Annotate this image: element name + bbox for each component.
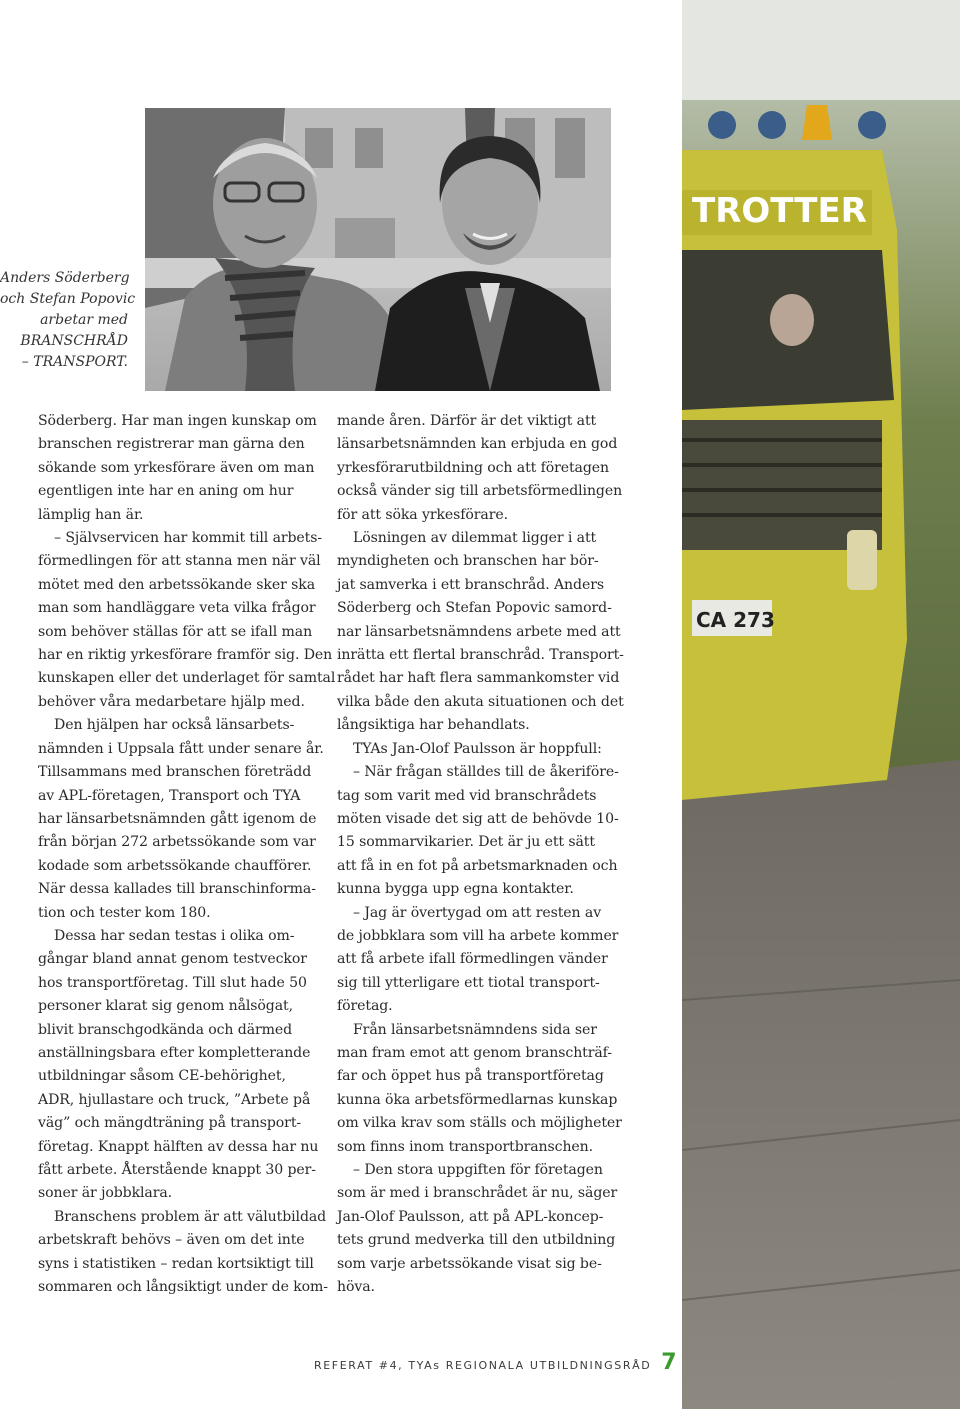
text-line: som varje arbetssökande visat sig be- <box>337 1255 602 1272</box>
text-line: 15 sommarvikarier. Det är ju ett sätt <box>337 834 595 851</box>
text-line: – Jag är övertygad om att resten av <box>353 904 602 921</box>
text-line: Jan-Olof Paulsson, att på APL-koncep- <box>337 1208 604 1225</box>
text-line: har en riktig yrkesförare framför sig. Den <box>38 647 333 664</box>
text-line: kunskapen eller det underlaget för samtal <box>38 670 336 687</box>
text-line: Den hjälpen har också länsarbets- <box>54 717 295 734</box>
text-line: långsiktiga har behandlats. <box>337 717 530 734</box>
text-line: för att söka yrkesförare. <box>337 506 508 523</box>
text-line: man fram emot att genom branschträf- <box>337 1044 612 1061</box>
text-line: från början 272 arbetssökande som var <box>38 834 316 851</box>
text-line: om vilka krav som ställs och möjligheter <box>337 1115 622 1132</box>
text-line: far och öppet hus på transportföretag <box>337 1068 604 1085</box>
text-line: – Den stora uppgiften för företagen <box>353 1162 603 1178</box>
text-line: Dessa har sedan testas i olika om- <box>54 927 295 944</box>
body-column-left <box>38 410 336 1299</box>
text-line: tion och tester kom 180. <box>38 904 211 921</box>
text-line: av APL-företagen, Transport och TYA <box>38 787 301 804</box>
text-line: branschen registrerar man gärna den <box>38 436 305 453</box>
text-line: gångar bland annat genom testveckor <box>38 951 307 968</box>
text-line: När dessa kallades till branschinforma- <box>38 881 316 898</box>
text-line: sommaren och långsiktigt under de kom- <box>38 1279 328 1296</box>
text-line: blivit branschgodkända och därmed <box>38 1021 293 1038</box>
text-line: Söderberg och Stefan Popovic samord- <box>337 600 612 617</box>
page-number: 7 <box>661 1350 677 1375</box>
text-line: de jobbklara som vill ha arbete kommer <box>337 927 619 944</box>
text-line: Söderberg. Har man ingen kunskap om <box>38 413 317 429</box>
text-line: – Självservicen har kommit till arbets- <box>54 530 323 547</box>
text-line: syns i statistiken – redan kortsiktigt till <box>38 1255 314 1272</box>
caption-line: – TRANSPORT. <box>21 354 128 370</box>
footer-label: REFERAT #4, TYAs REGIONALA UTBILDNINGSRÅD <box>314 1359 652 1372</box>
text-line: kodade som arbetssökande chaufförer. <box>38 857 312 874</box>
caption-line: BRANSCHRÅD <box>20 333 128 349</box>
text-line: Branschens problem är att välutbildad <box>54 1208 327 1225</box>
text-line: länsarbetsnämnden kan erbjuda en god <box>337 436 618 453</box>
text-line: att få in en fot på arbetsmarknaden och <box>337 857 618 874</box>
text-line: väg” och mängdträning på transport- <box>38 1115 302 1132</box>
caption-line: och Stefan Popovic <box>0 291 136 307</box>
text-line: Lösningen av dilemmat ligger i att <box>353 530 597 547</box>
truck-brand-text: TROTTER <box>692 191 867 231</box>
text-line: har länsarbetsnämnden gått igenom de <box>38 810 317 827</box>
text-line: tets grund medverka till den utbildning <box>337 1232 616 1249</box>
text-line: vilka både den akuta situationen och det <box>337 693 624 710</box>
text-line: höva. <box>337 1279 375 1296</box>
body-column-right <box>337 410 624 1299</box>
text-line: fått arbete. Återstående knappt 30 per- <box>38 1162 316 1178</box>
text-line: möten visade det sig att de behövde 10- <box>337 810 619 827</box>
text-line: inrätta ett flertal branschråd. Transport- <box>337 647 624 664</box>
text-line: förmedlingen för att stanna men när väl <box>38 553 321 570</box>
text-line: kunna öka arbetsförmedlarnas kunskap <box>337 1091 618 1108</box>
text-line: nämnden i Uppsala fått under senare år. <box>38 740 324 757</box>
text-line: jat samverka i ett branschråd. Anders <box>337 576 604 593</box>
text-line: sökande som yrkesförare även om man <box>38 459 315 476</box>
text-line: mande åren. Därför är det viktigt att <box>337 413 597 429</box>
text-line: rådet har haft flera sammankomster vid <box>337 670 620 687</box>
text-line: också vänder sig till arbetsförmedlingen <box>337 483 623 500</box>
text-line: hos transportföretag. Till slut hade 50 <box>38 974 307 991</box>
text-line: – När frågan ställdes till de åkeriföre- <box>353 764 619 781</box>
text-line: soner är jobbklara. <box>38 1185 173 1202</box>
text-line: myndigheten och branschen har bör- <box>337 553 599 570</box>
caption-line: Anders Söderberg <box>0 270 130 286</box>
text-line: tag som varit med vid branschrådets <box>337 787 597 804</box>
text-line: man som handläggare veta vilka frågor <box>38 600 316 617</box>
portrait-illustration <box>145 108 611 391</box>
photo-caption <box>0 268 136 373</box>
text-line: sig till ytterligare ett tiotal transport- <box>337 974 600 991</box>
text-line: utbildningar såsom CE-behörighet, <box>38 1068 286 1085</box>
text-line: TYAs Jan-Olof Paulsson är hoppfull: <box>353 740 602 757</box>
license-plate-text: CA 273 <box>696 608 775 632</box>
text-line: företag. Knappt hälften av dessa har nu <box>38 1138 319 1155</box>
text-line: yrkesförarutbildning och att företagen <box>337 459 609 476</box>
page-footer <box>314 1350 677 1375</box>
caption-line: arbetar med <box>40 312 128 328</box>
text-line: som behöver ställas för att se ifall man <box>38 623 313 640</box>
text-line: företag. <box>337 998 393 1015</box>
text-line: egentligen inte har en aning om hur <box>38 483 294 500</box>
text-line: anställningsbara efter kompletterande <box>38 1044 311 1061</box>
text-line: Tillsammans med branschen företrädd <box>38 764 312 781</box>
text-line: arbetskraft behövs – även om det inte <box>38 1232 305 1249</box>
truck-photo <box>682 0 960 1409</box>
portrait-photo <box>145 108 611 391</box>
text-line: kunna bygga upp egna kontakter. <box>337 881 574 898</box>
text-line: Från länsarbetsnämndens sida ser <box>353 1021 597 1038</box>
text-line: mötet med den arbetssökande sker ska <box>38 576 316 593</box>
text-line: att få arbete ifall förmedlingen vänder <box>337 951 608 968</box>
truck-illustration <box>682 0 960 1409</box>
text-line: ADR, hjullastare och truck, ”Arbete på <box>38 1091 311 1108</box>
text-line: nar länsarbetsnämndens arbete med att <box>337 623 621 640</box>
text-line: som är med i branschrådet är nu, säger <box>337 1185 618 1202</box>
text-line: behöver våra medarbetare hjälp med. <box>38 693 305 710</box>
text-line: personer klarat sig genom nålsögat, <box>38 998 293 1015</box>
text-line: lämplig han är. <box>38 506 144 523</box>
text-line: som finns inom transportbranschen. <box>337 1138 594 1155</box>
